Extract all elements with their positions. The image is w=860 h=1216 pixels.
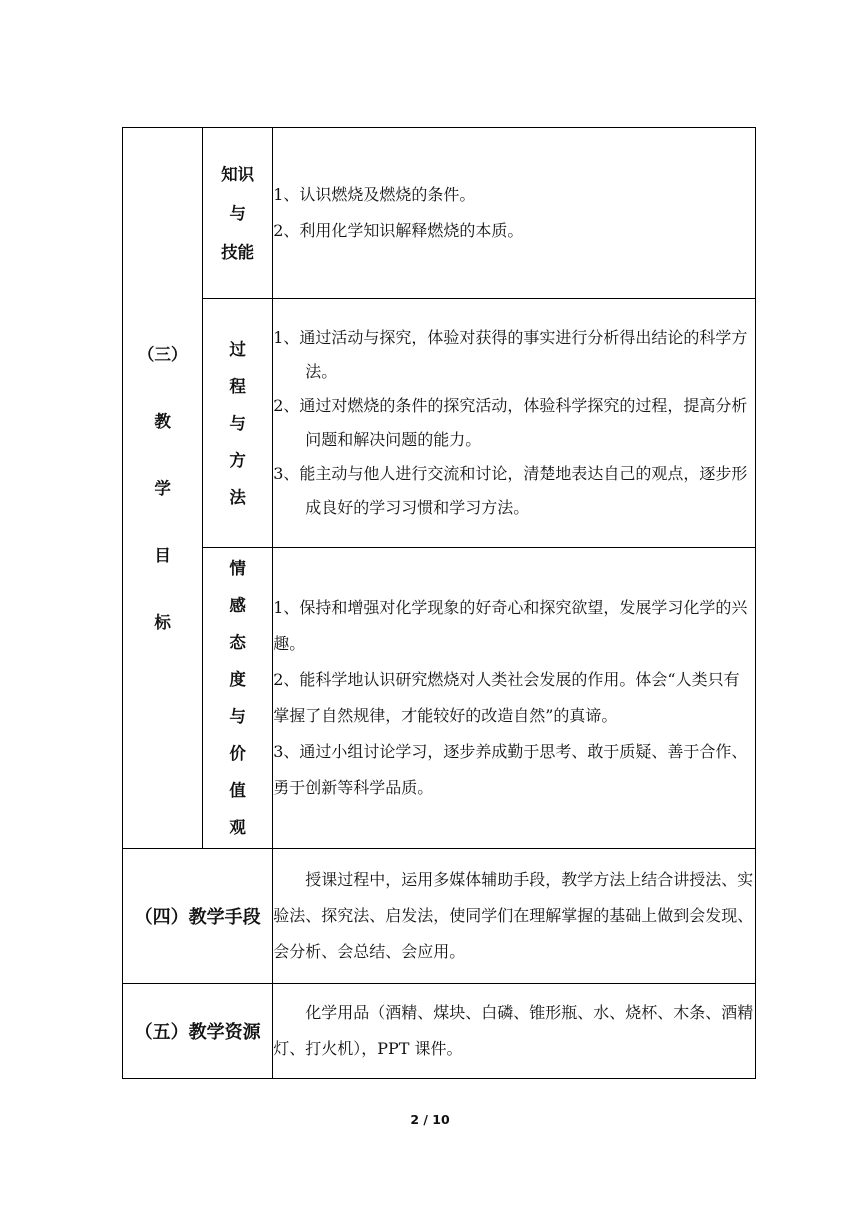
emotion-label-line: 情 xyxy=(229,559,246,578)
process-row xyxy=(123,299,756,548)
page-number: 2 / 10 xyxy=(410,1112,450,1127)
resources-row xyxy=(123,984,756,1079)
section5-label: （五）教学资源 xyxy=(123,984,273,1079)
emotion-content xyxy=(273,548,756,849)
process-label-line: 与 xyxy=(229,413,246,433)
knowledge-content xyxy=(273,128,756,299)
emotion-label-line: 值 xyxy=(229,781,246,800)
emotion-item: 1、保持和增强对化学现象的好奇心和探究欲望，发展学习化学的兴趣。 xyxy=(273,598,748,653)
emotion-item: 2、能科学地认识研究燃烧对人类社会发展的作用。体会“人类只有掌握了自然规律，才能较好的改造自然”的真谛。 xyxy=(273,670,740,725)
section4-text: 授课过程中，运用多媒体辅助手段，教学方法上结合讲授法、实验法、探究法、启发法，使同学们在理解掌握的基础上做到会发现、会分析、会总结、会应用。 xyxy=(273,870,754,961)
emotion-row xyxy=(123,548,756,849)
section5-content xyxy=(273,984,756,1079)
knowledge-label xyxy=(203,128,273,299)
emotion-label-line: 感 xyxy=(229,596,246,615)
process-content xyxy=(273,299,756,548)
methods-row xyxy=(123,849,756,984)
section3-label xyxy=(123,128,203,849)
section3-label-line: 教 xyxy=(154,411,171,431)
process-item: 2、通过对燃烧的条件的探究活动，体验科学探究的过程，提高分析问题和解决问题的能力。 xyxy=(273,396,748,449)
process-label xyxy=(203,299,273,548)
lesson-plan-table xyxy=(122,127,756,1079)
emotion-label-line: 观 xyxy=(229,818,246,837)
process-label-line: 过 xyxy=(229,339,246,359)
section4-content xyxy=(273,849,756,984)
knowledge-item: 1、认识燃烧及燃烧的条件。 xyxy=(273,185,476,204)
knowledge-label-line: 技能 xyxy=(221,242,255,262)
section3-label-line: 目 xyxy=(154,545,171,565)
section3-label-line: 标 xyxy=(154,612,171,632)
process-item: 1、通过活动与探究，体验对获得的事实进行分析得出结论的科学方法。 xyxy=(273,328,748,381)
emotion-label-line: 度 xyxy=(229,670,246,689)
emotion-item: 3、通过小组讨论学习，逐步养成勤于思考、敢于质疑、善于合作、勇于创新等科学品质。 xyxy=(273,742,748,797)
section5-text: 化学用品（酒精、煤块、白磷、锥形瓶、水、烧杯、木条、酒精灯、打火机），PPT 课件。 xyxy=(273,1003,754,1058)
section3-label-line: 学 xyxy=(154,478,171,498)
process-label-line: 法 xyxy=(229,487,246,507)
process-label-line: 方 xyxy=(229,450,246,470)
section3-label-line: （三） xyxy=(137,344,188,364)
knowledge-row xyxy=(123,128,756,299)
emotion-label-line: 态 xyxy=(229,633,246,652)
emotion-label xyxy=(203,548,273,849)
knowledge-label-line: 与 xyxy=(229,203,246,223)
knowledge-label-line: 知识 xyxy=(221,164,255,184)
process-label-line: 程 xyxy=(229,376,246,396)
knowledge-item: 2、利用化学知识解释燃烧的本质。 xyxy=(273,221,524,240)
emotion-label-line: 与 xyxy=(229,707,246,726)
section4-label: （四）教学手段 xyxy=(123,849,273,984)
emotion-label-line: 价 xyxy=(229,744,246,763)
process-item: 3、能主动与他人进行交流和讨论，清楚地表达自己的观点，逐步形成良好的学习习惯和学习方法。 xyxy=(273,464,748,517)
